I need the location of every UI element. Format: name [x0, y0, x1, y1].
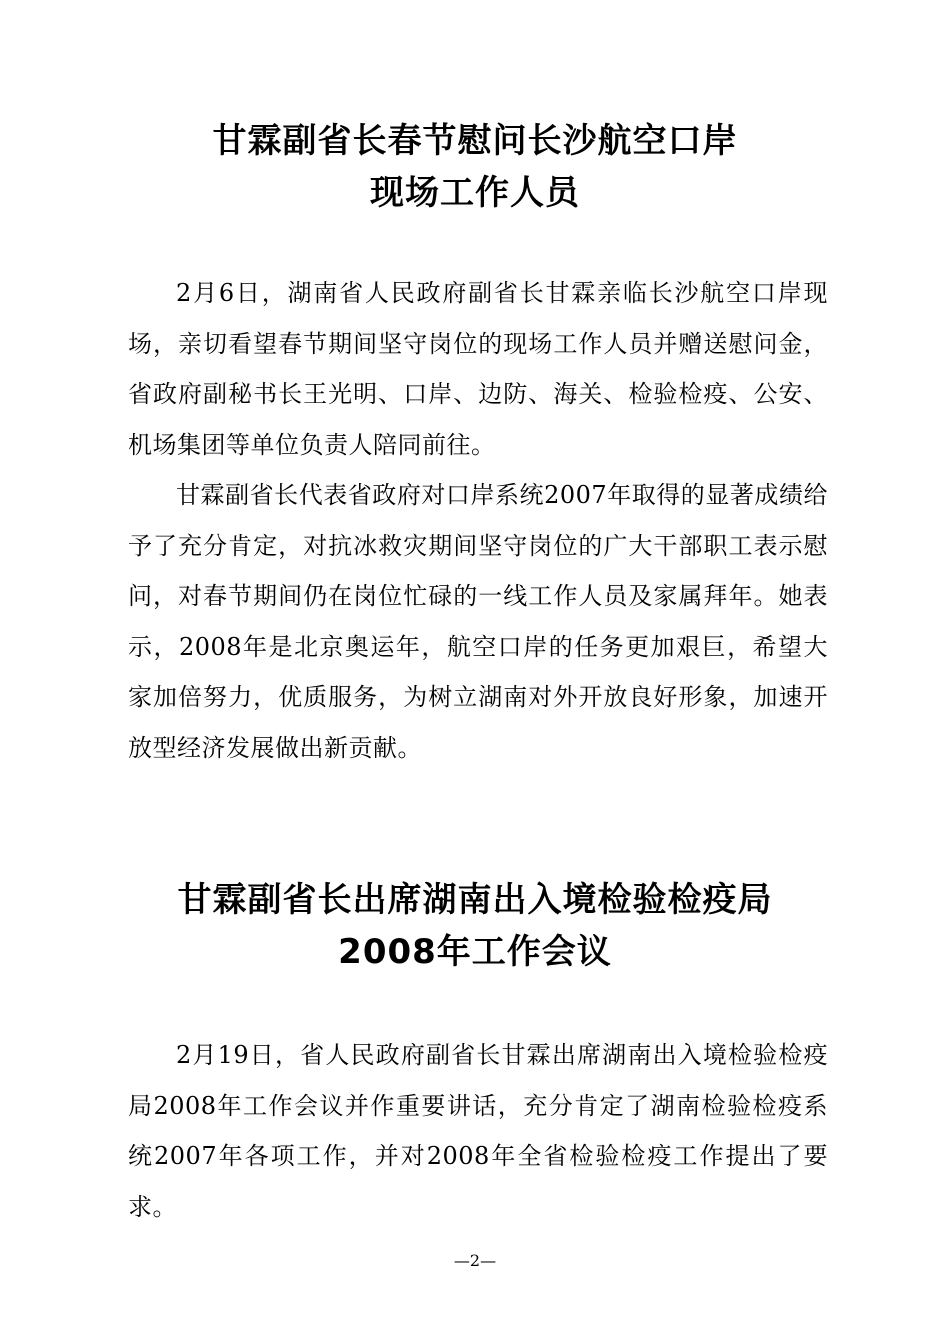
article-2-title-line1: 甘霖副省长出席湖南出入境检验检疫局 [177, 880, 773, 920]
article-1-paragraph-2: 甘霖副省长代表省政府对口岸系统2007年取得的显著成绩给予了充分肯定，对抗冰救灾期间坚守岗位的广大干部职工表示慰问，对春节期间仍在岗位忙碌的一线工作人员及家属拜年。她表示，2008年是北京奥运年，航空口岸的任务更加艰巨，希望大家加倍努力，优质服务，为树立湖南对外开放良好形象，加速开放型经济发展做出新贡献。 [128, 481, 828, 762]
article-2-title-line2: 2008年工作会议 [338, 932, 612, 972]
article-2-paragraph-1: 2月19日，省人民政府副省长甘霖出席湖南出入境检验检疫局2008年工作会议并作重要讲话，充分肯定了湖南检验检疫系统2007年各项工作，并对2008年全省检验检疫工作提出了要求。 [128, 1041, 828, 1221]
article-1-paragraph-1: 2月6日，湖南省人民政府副省长甘霖亲临长沙航空口岸现场，亲切看望春节期间坚守岗位的现场工作人员并赠送慰问金，省政府副秘书长王光明、口岸、边防、海关、检验检疫、公安、机场集团等单位负责人陪同前往。 [128, 279, 828, 459]
article-1-title-line2: 现场工作人员 [370, 173, 580, 213]
page-number: —2— [453, 1251, 497, 1270]
article-1-title-line1: 甘霖副省长春节慰问长沙航空口岸 [212, 121, 738, 161]
